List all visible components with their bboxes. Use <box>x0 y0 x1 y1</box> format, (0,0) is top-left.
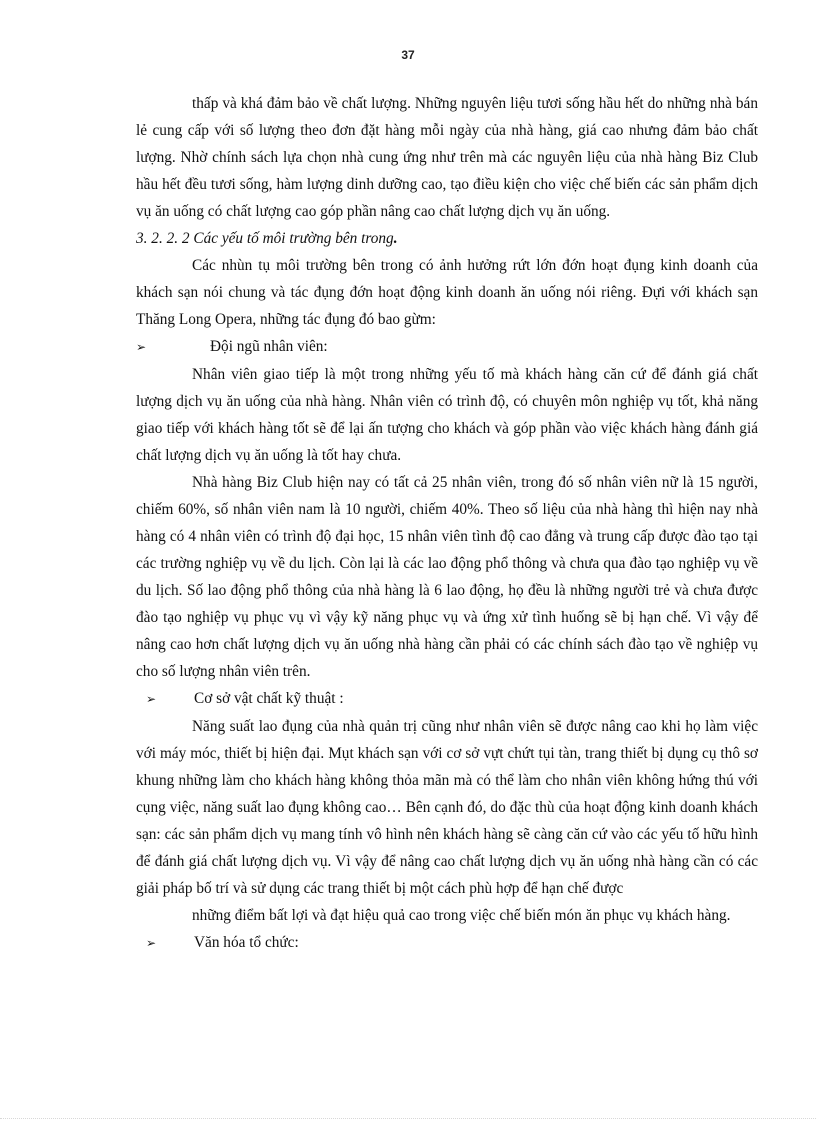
paragraph-staff-communication: Nhân viên giao tiếp là một trong những yếu tố mà khách hàng căn cứ để đánh giá chất lượng dịch vụ ăn uống của nhà hàng. Nhân viên có trình độ, có chuyên môn nghiệp vụ tốt, khả năng giao tiếp với khách hàng tốt sẽ để lại ấn tượng cho khách và góp phần vào việc khách hàng đánh giá chất lượng dịch vụ ăn uống là tốt hay chưa. <box>136 366 758 464</box>
bullet-facilities <box>136 685 758 713</box>
section-heading <box>136 225 758 252</box>
section-heading-text: 3. 2. 2. 2 Các yếu tố môi trường bên trong <box>136 230 394 247</box>
page-bottom-divider <box>0 1118 816 1119</box>
arrowhead-bullet-icon: ➢ <box>146 692 157 706</box>
bullet-staff <box>136 333 758 361</box>
document-body <box>136 90 758 957</box>
bullet-culture <box>136 929 758 957</box>
paragraph-facilities: Năng suất lao đụng của nhà quản trị cũng như nhân viên sẽ được nâng cao khi họ làm việc với máy móc, thiết bị hiện đại. Mụt khách sạn với cơ sở vựt chứt tụi tàn, trang thiết bị dụng cụ thô sơ khung những làm cho khách hàng không thỏa mãn mà có thể làm cho nhân viên không hứng thú với cụng việc, năng suất lao đụng không cao… Bên cạnh đó, do đặc thù của hoạt động kinh doanh khách sạn: các sản phẩm dịch vụ mang tính vô hình nên khách hàng sẽ càng căn cứ vào các yếu tố hữu hình để đánh giá chất lượng dịch vụ. Vì vậy để nâng cao chất lượng dịch vụ ăn uống nhà hàng cần có các giải pháp bố trí và sử dụng các trang thiết bị một cách phù hợp để hạn chế được <box>136 718 758 897</box>
section-heading-period: . <box>393 230 398 247</box>
paragraph-facilities-continued: những điểm bất lợi và đạt hiệu quả cao trong việc chế biến món ăn phục vụ khách hàng. <box>192 907 731 924</box>
paragraph-staff-statistics: Nhà hàng Biz Club hiện nay có tất cả 25 nhân viên, trong đó số nhân viên nữ là 15 người, chiếm 60%, số nhân viên nam là 10 người, chiếm 40%. Theo số liệu của nhà hàng thì hiện nay nhà hàng có 4 nhân viên có trình độ đại học, 15 nhân viên tình độ cao đẳng và trung cấp được đào tạo tại các trường nghiệp vụ về du lịch. Còn lại là các lao động phổ thông và chưa qua đào tạo nghiệp vụ về du lịch. Số lao động phổ thông của nhà hàng là 6 lao động, họ đều là những người trẻ và chưa được đào tạo nghiệp vụ phục vụ vì vậy kỹ năng phục vụ và ứng xử tình huống sẽ bị hạn chế. Vì vậy để nâng cao hơn chất lượng dịch vụ ăn uống nhà hàng cần phải có các chính sách đào tạo về nghiệp vụ cho số lượng nhân viên trên. <box>136 474 758 680</box>
bullet-culture-label: Văn hóa tổ chức: <box>194 934 299 951</box>
bullet-facilities-label: Cơ sở vật chất kỹ thuật : <box>194 690 344 707</box>
paragraph-internal-factors: Các nhùn tụ môi trường bên trong có ảnh hưởng rứt lớn đớn hoạt đụng kinh doanh của khách sạn nói chung và tác đụng đớn hoạt động kinh doanh ăn uống nói riêng. Đựi với khách sạn Thăng Long Opera, những tác đụng đó bao gừm: <box>136 257 758 328</box>
bullet-staff-label: Đội ngũ nhân viên: <box>210 338 328 355</box>
paragraph-supplier-quality: thấp và khá đảm bảo về chất lượng. Những nguyên liệu tươi sống hầu hết do những nhà bán lẻ cung cấp với số lượng theo đơn đặt hàng mỗi ngày của nhà hàng, giá cao nhưng đảm bảo chất lượng. Nhờ chính sách lựa chọn nhà cung ứng như trên mà các nguyên liệu của nhà hàng Biz Club hầu hết đều tươi sống, hàm lượng dinh dưỡng cao, tạo điều kiện cho việc chế biến các sản phẩm dịch vụ ăn uống có chất lượng cao góp phần nâng cao chất lượng dịch vụ ăn uống. <box>136 95 758 220</box>
arrowhead-bullet-icon: ➢ <box>146 936 157 950</box>
arrowhead-bullet-icon: ➢ <box>136 340 147 354</box>
page-number: 37 <box>401 48 415 62</box>
